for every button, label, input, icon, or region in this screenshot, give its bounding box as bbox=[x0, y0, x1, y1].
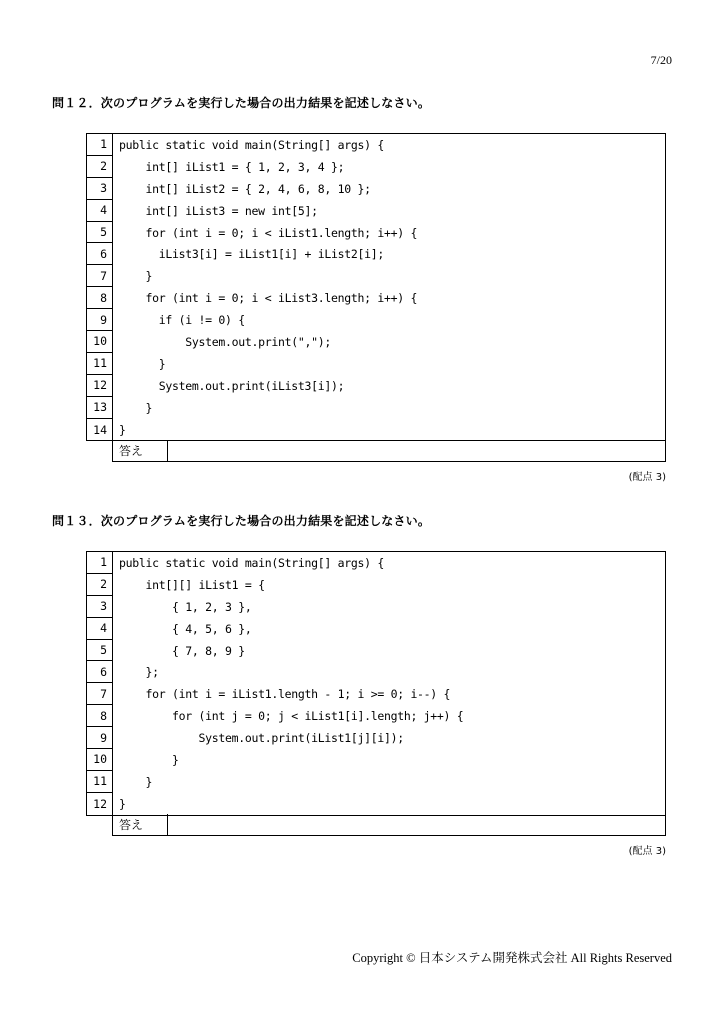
code-line bbox=[87, 771, 665, 793]
question-13-answer-row bbox=[112, 814, 666, 836]
code-line bbox=[87, 397, 665, 419]
code-line bbox=[87, 552, 665, 574]
code-text: for (int i = 0; i < iList1.length; i++) { bbox=[119, 225, 418, 240]
code-text: } bbox=[119, 400, 153, 415]
line-number: 9 bbox=[87, 727, 113, 749]
line-number: 8 bbox=[87, 705, 113, 727]
code-line bbox=[87, 331, 665, 353]
line-number: 6 bbox=[87, 243, 113, 265]
question-13-score: (配点 3) bbox=[628, 846, 666, 857]
line-number: 10 bbox=[87, 749, 113, 771]
line-number: 14 bbox=[87, 419, 113, 441]
code-text: int[] iList2 = { 2, 4, 6, 8, 10 }; bbox=[119, 181, 371, 196]
line-number: 8 bbox=[87, 287, 113, 309]
question-12-score: (配点 3) bbox=[628, 472, 666, 483]
code-text: public static void main(String[] args) { bbox=[119, 555, 384, 570]
line-number: 2 bbox=[87, 156, 113, 178]
code-text: } bbox=[119, 422, 126, 437]
code-text: { 4, 5, 6 }, bbox=[119, 621, 252, 636]
answer-field[interactable] bbox=[168, 440, 665, 461]
line-number: 5 bbox=[87, 222, 113, 244]
code-line bbox=[87, 287, 665, 309]
code-line bbox=[87, 727, 665, 749]
line-number: 5 bbox=[87, 640, 113, 662]
code-text: { 1, 2, 3 }, bbox=[119, 599, 252, 614]
line-number: 1 bbox=[87, 552, 113, 574]
line-number: 12 bbox=[87, 793, 113, 815]
code-line bbox=[87, 309, 665, 331]
code-line bbox=[87, 596, 665, 618]
code-line bbox=[87, 618, 665, 640]
code-text: }; bbox=[119, 665, 159, 680]
line-number: 2 bbox=[87, 574, 113, 596]
answer-field[interactable] bbox=[168, 814, 665, 835]
line-number: 9 bbox=[87, 309, 113, 331]
code-text: int[] iList1 = { 1, 2, 3, 4 }; bbox=[119, 159, 345, 174]
code-text: } bbox=[119, 774, 153, 789]
code-text: } bbox=[119, 356, 166, 371]
code-text: System.out.print(","); bbox=[119, 334, 331, 349]
line-number: 4 bbox=[87, 618, 113, 640]
code-line bbox=[87, 178, 665, 200]
code-line bbox=[87, 265, 665, 287]
code-line bbox=[87, 683, 665, 705]
code-line bbox=[87, 749, 665, 771]
code-text: public static void main(String[] args) { bbox=[119, 137, 384, 152]
answer-label: 答え bbox=[113, 814, 168, 835]
line-number: 10 bbox=[87, 331, 113, 353]
question-12-code-table bbox=[86, 133, 666, 441]
code-text: iList3[i] = iList1[i] + iList2[i]; bbox=[119, 247, 384, 262]
code-text: System.out.print(iList3[i]); bbox=[119, 378, 345, 393]
code-line bbox=[87, 156, 665, 178]
page-number: 7/20 bbox=[650, 53, 672, 67]
copyright-footer: Copyright © 日本システム開発株式会社 All Rights Reserved bbox=[352, 951, 672, 965]
question-12-answer-row bbox=[112, 440, 666, 462]
code-line bbox=[87, 793, 665, 815]
line-number: 13 bbox=[87, 397, 113, 419]
code-text: } bbox=[119, 796, 126, 811]
line-number: 4 bbox=[87, 200, 113, 222]
code-text: } bbox=[119, 269, 153, 284]
code-text: for (int i = iList1.length - 1; i >= 0; i--) { bbox=[119, 687, 451, 702]
code-line bbox=[87, 353, 665, 375]
code-line bbox=[87, 574, 665, 596]
question-13-code-table bbox=[86, 551, 666, 816]
code-text: int[][] iList1 = { bbox=[119, 577, 265, 592]
code-line bbox=[87, 222, 665, 244]
code-line bbox=[87, 661, 665, 683]
code-line bbox=[87, 375, 665, 397]
line-number: 11 bbox=[87, 771, 113, 793]
line-number: 7 bbox=[87, 683, 113, 705]
code-text: } bbox=[119, 752, 179, 767]
question-13-title: 問１３．次のプログラムを実行した場合の出力結果を記述しなさい。 bbox=[52, 514, 431, 528]
line-number: 3 bbox=[87, 178, 113, 200]
code-text: for (int j = 0; j < iList1[i].length; j++) { bbox=[119, 709, 464, 724]
line-number: 3 bbox=[87, 596, 113, 618]
line-number: 1 bbox=[87, 134, 113, 156]
code-line bbox=[87, 705, 665, 727]
code-line bbox=[87, 243, 665, 265]
code-line bbox=[87, 640, 665, 662]
line-number: 6 bbox=[87, 661, 113, 683]
line-number: 7 bbox=[87, 265, 113, 287]
question-12-title: 問１２．次のプログラムを実行した場合の出力結果を記述しなさい。 bbox=[52, 96, 431, 110]
code-text: int[] iList3 = new int[5]; bbox=[119, 203, 318, 218]
code-line bbox=[87, 134, 665, 156]
line-number: 12 bbox=[87, 375, 113, 397]
code-text: if (i != 0) { bbox=[119, 313, 245, 328]
line-number: 11 bbox=[87, 353, 113, 375]
code-line bbox=[87, 200, 665, 222]
code-line bbox=[87, 419, 665, 441]
code-text: for (int i = 0; i < iList3.length; i++) { bbox=[119, 291, 418, 306]
code-text: System.out.print(iList1[j][i]); bbox=[119, 731, 404, 746]
code-text: { 7, 8, 9 } bbox=[119, 643, 245, 658]
answer-label: 答え bbox=[113, 440, 168, 461]
